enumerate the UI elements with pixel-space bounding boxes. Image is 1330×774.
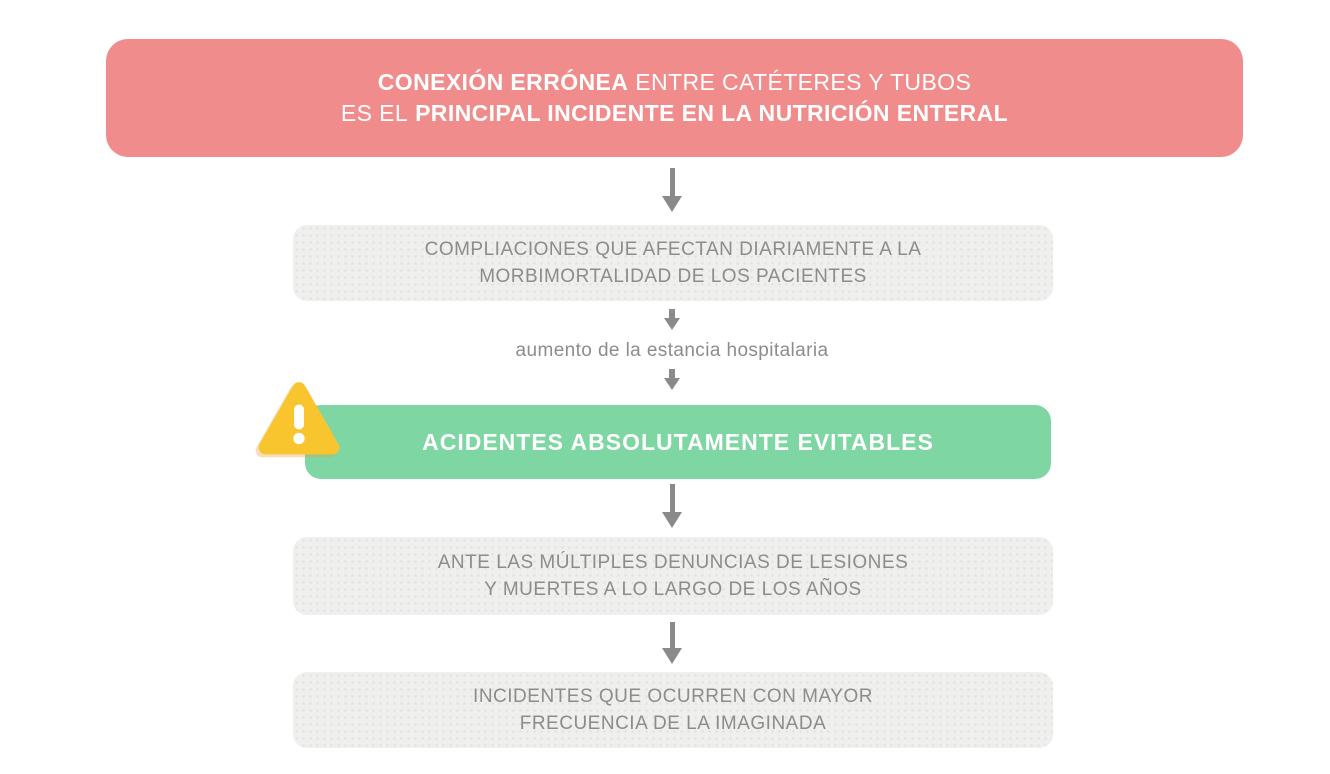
step-denuncias-line2: Y MUERTES A LO LARGO DE LOS AÑOS [484, 579, 862, 600]
arrow-head [662, 196, 682, 212]
step-denuncias-box [293, 537, 1053, 615]
step-incidentes-box [293, 672, 1053, 748]
arrow-stem [669, 309, 675, 318]
down-arrow-small-icon [662, 369, 682, 390]
header-line-2 [341, 98, 1008, 129]
arrow-head [664, 318, 680, 330]
step-complicaciones-line1: COMPLIACIONES QUE AFECTAN DIARIAMENTE A LA [424, 239, 922, 260]
header-line2-regular: ES EL [340, 100, 409, 126]
arrow-stem [669, 369, 675, 378]
down-arrow-small-icon [662, 309, 682, 330]
arrow-stem [670, 622, 675, 648]
exclamation-dot [293, 433, 304, 444]
header-line2-bold: PRINCIPAL INCIDENTE EN LA NUTRICIÓN ENTERAL [415, 100, 1009, 126]
header-banner [106, 39, 1243, 157]
step-incidentes-line2: FRECUENCIA DE LA IMAGINADA [519, 713, 827, 734]
step-complicaciones-line2: MORBIMORTALIDAD DE LOS PACIENTES [479, 266, 867, 287]
header-line1-regular: ENTRE CATÉTERES Y TUBOS [635, 69, 972, 95]
warning-triangle-icon [256, 377, 342, 463]
down-arrow-icon [662, 484, 682, 528]
header-line-1 [378, 67, 971, 98]
step-denuncias-line1: ANTE LAS MÚLTIPLES DENUNCIAS DE LESIONES [437, 552, 909, 573]
arrow-stem [670, 484, 675, 512]
highlight-evitables-box [305, 405, 1051, 479]
highlight-label: ACIDENTES ABSOLUTAMENTE EVITABLES [422, 428, 934, 455]
arrow-head [662, 512, 682, 528]
exclamation-bar [294, 405, 304, 430]
down-arrow-icon [662, 168, 682, 212]
step-complicaciones-box [293, 225, 1053, 301]
note-text: aumento de la estancia hospitalaria [515, 340, 829, 361]
header-line1-bold: CONEXIÓN ERRÓNEA [377, 69, 629, 95]
arrow-head [662, 648, 682, 664]
step-incidentes-line1: INCIDENTES QUE OCURREN CON MAYOR [473, 686, 873, 707]
arrow-stem [670, 168, 675, 196]
arrow-head [664, 378, 680, 390]
down-arrow-icon [662, 622, 682, 664]
